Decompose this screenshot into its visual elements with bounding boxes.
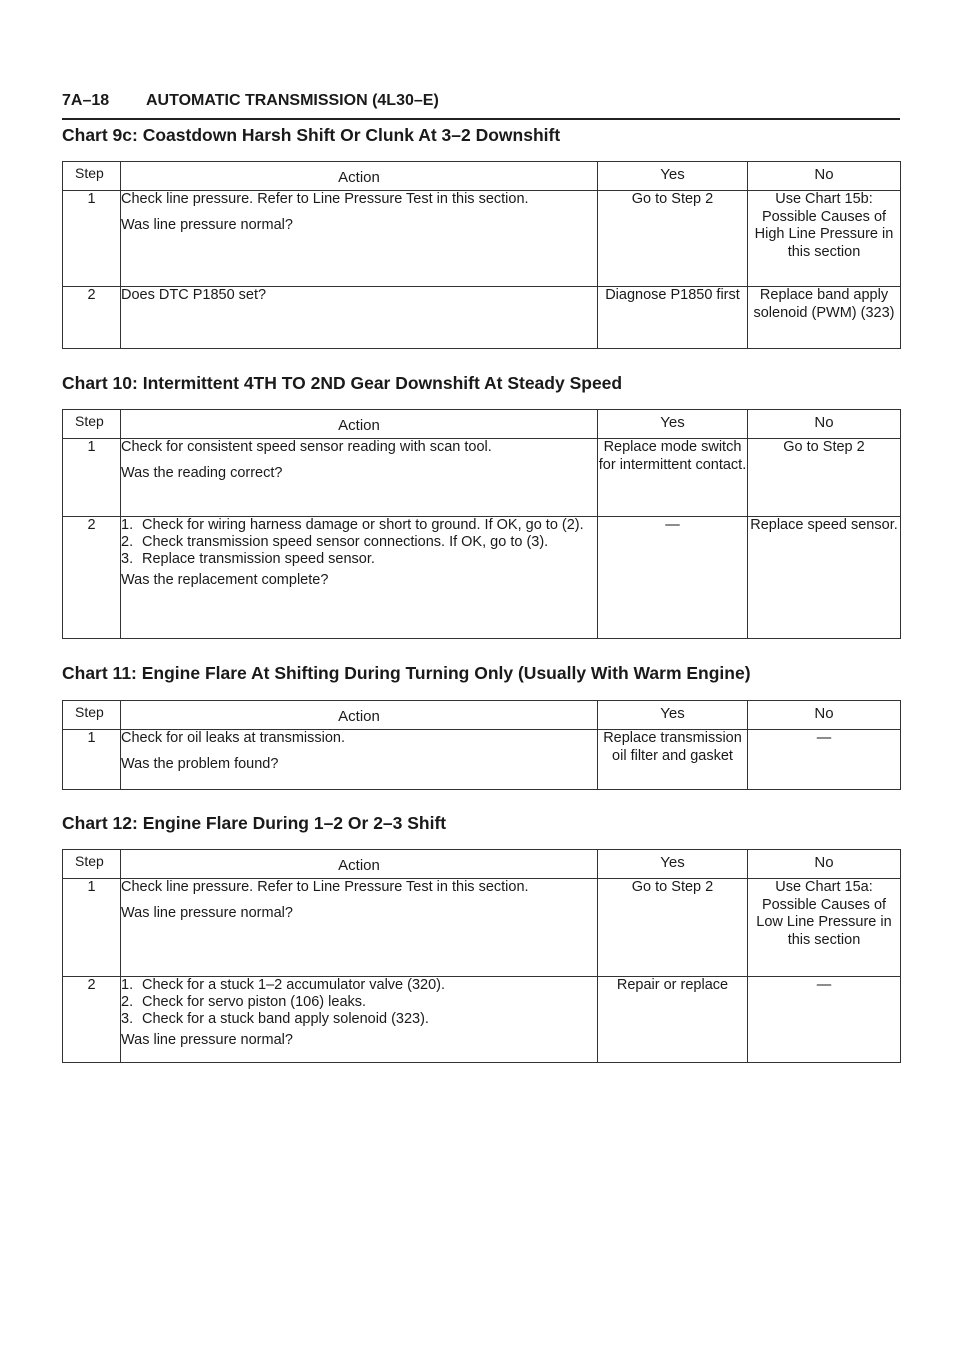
page-number: 7A–18 — [62, 92, 110, 109]
action-question: Was the replacement complete? — [121, 572, 329, 588]
yes-result: Replace transmission oil filter and gasket — [598, 730, 748, 790]
table-row — [63, 730, 901, 790]
chart-12-table — [62, 849, 901, 1063]
no-column-header: No — [748, 410, 901, 439]
table-header-row — [63, 162, 901, 191]
action-cell — [121, 977, 598, 1063]
action-text: Check for oil leaks at transmission. — [121, 730, 346, 746]
action-cell — [121, 287, 598, 349]
step-number: 2 — [63, 977, 121, 1063]
yes-result: Go to Step 2 — [598, 879, 748, 977]
step-column-header: Step — [63, 850, 121, 879]
table-row — [63, 517, 901, 639]
action-column-header: Action — [121, 410, 598, 439]
action-question: Was line pressure normal? — [121, 217, 293, 233]
list-item: 1. Check for a stuck 1–2 accumulator valve (320). — [121, 977, 446, 993]
step-number: 1 — [63, 879, 121, 977]
yes-column-header: Yes — [598, 162, 748, 191]
action-question: Was line pressure normal? — [121, 905, 293, 921]
step-number: 1 — [63, 439, 121, 517]
procedure-list — [121, 977, 597, 1028]
chart-11-title: Chart 11: Engine Flare At Shifting During Turning Only (Usually With Warm Engine) — [62, 663, 751, 683]
action-text: Check line pressure. Refer to Line Pressure Test in this section. — [121, 191, 529, 207]
chart-11-table — [62, 700, 901, 790]
page-header — [62, 92, 900, 120]
yes-result: Go to Step 2 — [598, 191, 748, 287]
action-column-header: Action — [121, 850, 598, 879]
chart-12-title: Chart 12: Engine Flare During 1–2 Or 2–3 Shift — [62, 813, 447, 833]
yes-column-header: Yes — [598, 701, 748, 730]
yes-result: Repair or replace — [598, 977, 748, 1063]
table-header-row — [63, 410, 901, 439]
table-header-row — [63, 850, 901, 879]
no-result: — — [748, 977, 901, 1063]
list-item: 3. Check for a stuck band apply solenoid (323). — [121, 1011, 429, 1027]
yes-result: Diagnose P1850 first — [598, 287, 748, 349]
list-item: 2. Check for servo piston (106) leaks. — [121, 994, 367, 1010]
chart-9c-table — [62, 161, 901, 349]
action-cell — [121, 517, 598, 639]
no-result: Use Chart 15b: Possible Causes of High Line Pressure in this section — [748, 191, 901, 287]
action-cell — [121, 879, 598, 977]
no-column-header: No — [748, 701, 901, 730]
table-row — [63, 977, 901, 1063]
list-item: 1. Check for wiring harness damage or short to ground. If OK, go to (2). — [121, 517, 584, 533]
no-result: Go to Step 2 — [748, 439, 901, 517]
section-title: AUTOMATIC TRANSMISSION (4L30–E) — [146, 92, 439, 109]
list-item: 2. Check transmission speed sensor connections. If OK, go to (3). — [121, 534, 549, 550]
table-header-row — [63, 701, 901, 730]
no-column-header: No — [748, 162, 901, 191]
chart-9c-title: Chart 9c: Coastdown Harsh Shift Or Clunk At 3–2 Downshift — [62, 125, 561, 145]
table-row — [63, 191, 901, 287]
yes-column-header: Yes — [598, 850, 748, 879]
no-column-header: No — [748, 850, 901, 879]
action-text: Does DTC P1850 set? — [121, 287, 267, 303]
no-result: Replace band apply solenoid (PWM) (323) — [748, 287, 901, 349]
no-result: Use Chart 15a: Possible Causes of Low Line Pressure in this section — [748, 879, 901, 977]
list-item: 3. Replace transmission speed sensor. — [121, 551, 375, 567]
action-cell — [121, 439, 598, 517]
action-text: Check line pressure. Refer to Line Pressure Test in this section. — [121, 879, 529, 895]
procedure-list — [121, 517, 597, 568]
action-question: Was the problem found? — [121, 756, 279, 772]
yes-result: — — [598, 517, 748, 639]
step-column-header: Step — [63, 162, 121, 191]
step-column-header: Step — [63, 701, 121, 730]
action-cell — [121, 730, 598, 790]
no-result: — — [748, 730, 901, 790]
table-row — [63, 287, 901, 349]
action-question: Was the reading correct? — [121, 465, 283, 481]
step-number: 1 — [63, 730, 121, 790]
chart-10-table — [62, 409, 901, 639]
action-column-header: Action — [121, 162, 598, 191]
action-cell — [121, 191, 598, 287]
step-number: 2 — [63, 517, 121, 639]
step-column-header: Step — [63, 410, 121, 439]
step-number: 2 — [63, 287, 121, 349]
yes-column-header: Yes — [598, 410, 748, 439]
action-question: Was line pressure normal? — [121, 1032, 293, 1048]
step-number: 1 — [63, 191, 121, 287]
no-result: Replace speed sensor. — [748, 517, 901, 639]
action-column-header: Action — [121, 701, 598, 730]
table-row — [63, 879, 901, 977]
table-row — [63, 439, 901, 517]
chart-10-title: Chart 10: Intermittent 4TH TO 2ND Gear Downshift At Steady Speed — [62, 373, 623, 393]
action-text: Check for consistent speed sensor reading with scan tool. — [121, 439, 492, 455]
yes-result: Replace mode switch for intermittent contact. — [598, 439, 748, 517]
